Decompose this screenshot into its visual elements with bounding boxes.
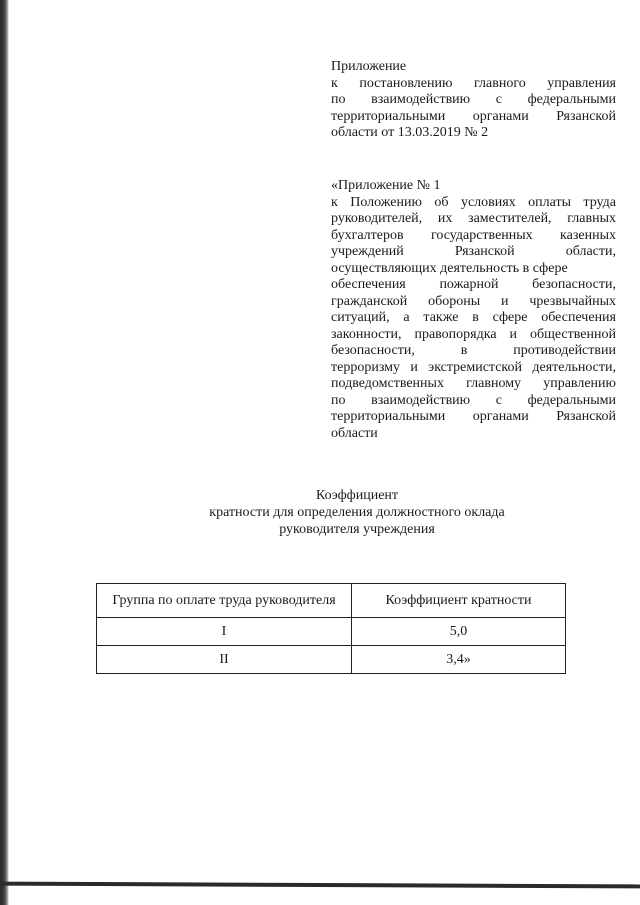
nested-appendix-line: учреждений Рязанской области, <box>331 244 616 259</box>
appendix-header <box>331 59 616 142</box>
nested-appendix-line: бухгалтеров государственных казенных <box>331 227 616 243</box>
nested-appendix-line: безопасности, в противодействии <box>331 343 616 358</box>
nested-appendix-line: законности, правопорядка и общественной <box>331 326 616 342</box>
heading-subtitle-1: кратности для определения должностного оклада <box>209 505 505 520</box>
table-row <box>97 618 566 646</box>
nested-appendix-header <box>331 178 616 442</box>
nested-appendix-line: «Приложение № 1 <box>331 178 441 193</box>
appendix-line: области от 13.03.2019 № 2 <box>331 125 489 140</box>
appendix-line: территориальными органами Рязанской <box>331 108 616 124</box>
scan-left-edge <box>0 0 9 905</box>
nested-appendix-line: осуществляющих деятельность в сфере <box>331 260 568 276</box>
nested-appendix-line: подведомственных главному управлению <box>331 376 616 391</box>
table-header-row <box>97 584 566 618</box>
nested-appendix-line: терроризму и экстремистской деятельности, <box>331 359 616 375</box>
table-cell: I <box>97 618 352 646</box>
table-cell: 5,0 <box>352 618 566 646</box>
coefficient-table <box>96 583 566 674</box>
table-row <box>97 646 566 674</box>
table-cell: II <box>97 646 352 674</box>
nested-appendix-line: обеспечения пожарной безопасности, <box>331 277 616 292</box>
heading-subtitle-2: руководителя учреждения <box>279 522 435 537</box>
nested-appendix-line: руководителей, их заместителей, главных <box>331 211 616 226</box>
appendix-line: Приложение <box>331 59 407 74</box>
appendix-line: к постановлению главного управления <box>331 75 616 91</box>
nested-appendix-line: по взаимодействию с федеральными <box>331 392 616 408</box>
scan-bottom-edge <box>0 882 640 889</box>
appendix-line: по взаимодействию с федеральными <box>331 92 616 107</box>
nested-appendix-line: территориальными органами Рязанской <box>331 409 616 424</box>
table-cell: 3,4» <box>352 646 566 674</box>
nested-appendix-line: к Положению об условиях оплаты труда <box>331 194 616 210</box>
table-header-cell: Группа по оплате труда руководителя <box>97 584 352 618</box>
document-heading <box>150 487 564 538</box>
nested-appendix-line: ситуаций, а также в сфере обеспечения <box>331 310 616 325</box>
nested-appendix-line: гражданской обороны и чрезвычайных <box>331 293 616 309</box>
table-header-cell: Коэффициент кратности <box>352 584 566 618</box>
nested-appendix-line: области <box>331 425 378 441</box>
heading-title: Коэффициент <box>315 488 399 503</box>
